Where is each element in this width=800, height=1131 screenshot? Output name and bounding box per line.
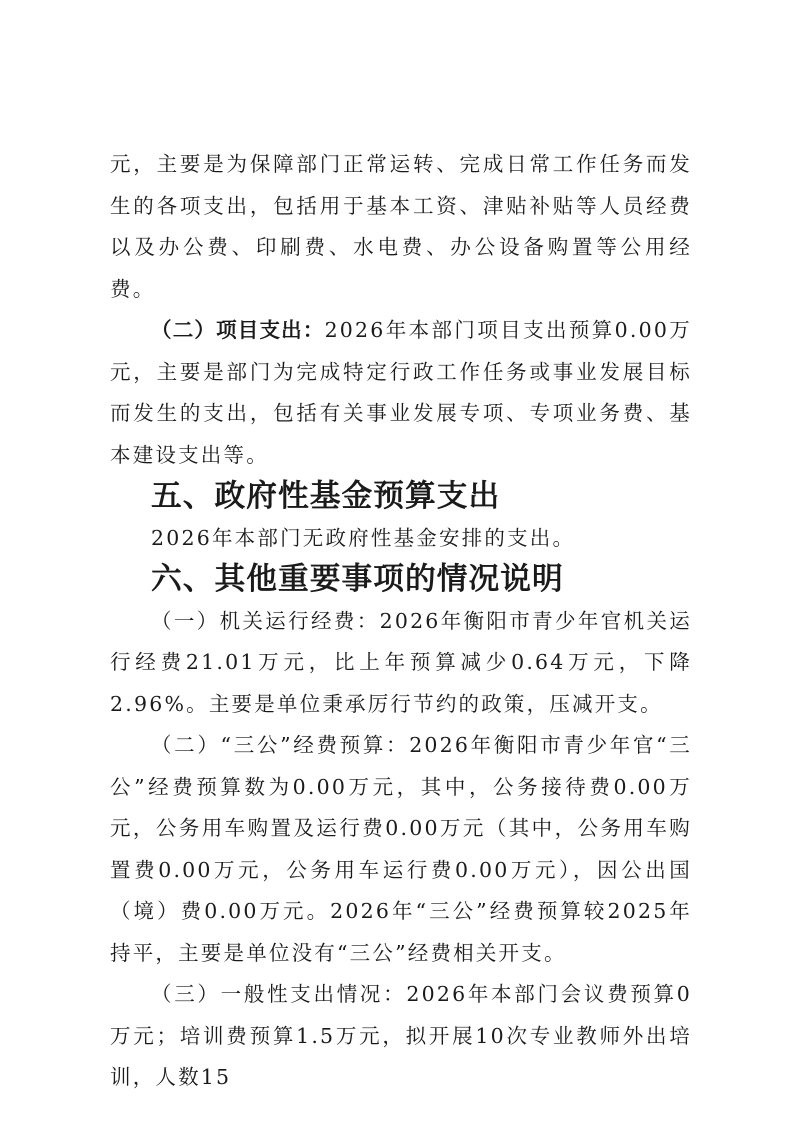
paragraph-project-spending xyxy=(110,310,692,476)
section-heading-other-matters: 六、其他重要事项的情况说明 xyxy=(151,561,564,597)
paragraph-basic-spending-continuation: 元，主要是为保障部门正常运转、完成日常工作任务而发生的各项支出，包括用于基本工资、津贴补贴等人员经费以及办公费、印刷费、水电费、办公设备购置等公用经费。 xyxy=(110,152,692,301)
paragraph-general-spending: （三）一般性支出情况：2026年本部门会议费预算0万元；培训费预算1.5万元，拟开展10次专业教师外出培训，人数15 xyxy=(110,982,692,1089)
paragraph-three-public-expenses: （二）“三公”经费预算：2026年衡阳市青少年官“三公”经费预算数为0.00万元，其中，公务接待费0.00万元，公务用车购置及运行费0.00万元（其中，公务用车购置费0.00万元，公务用车运行费0.00万元），因公出国（境）费0.00万元。2026年“三公”经费预算较2025年持平，主要是单位没有“三公”经费相关开支。 xyxy=(110,733,692,965)
paragraph-gov-fund: 2026年本部门无政府性基金安排的支出。 xyxy=(151,525,576,550)
section-heading-gov-fund: 五、政府性基金预算支出 xyxy=(151,478,501,514)
document-page xyxy=(110,144,692,1099)
paragraph-body-project-spending: 2026年本部门项目支出预算0.00万元，主要是部门为完成特定行政工作任务或事业发展目标而发生的支出，包括有关事业发展专项、专项业务费、基本建设支出等。 xyxy=(110,318,693,467)
paragraph-operating-cost: （一）机关运行经费：2026年衡阳市青少年官机关运行经费21.01万元，比上年预算减少0.64万元，下降2.96%。主要是单位秉承厉行节约的政策，压减开支。 xyxy=(110,608,692,716)
paragraph-lead-project-spending: （二）项目支出： xyxy=(151,318,325,342)
